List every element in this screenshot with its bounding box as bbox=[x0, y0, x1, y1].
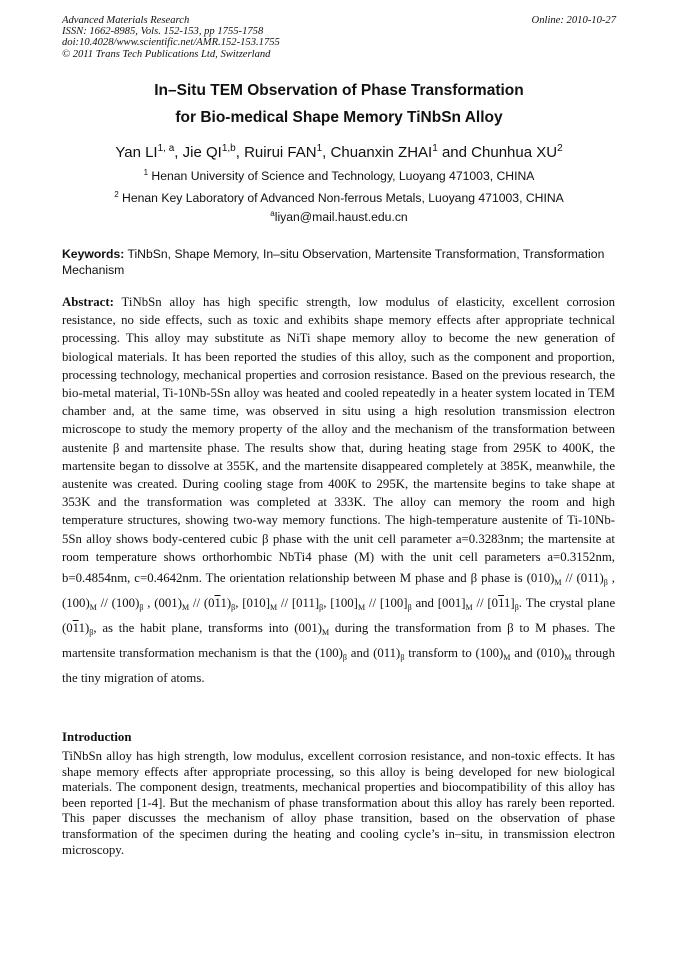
paper-title-line-1: In–Situ TEM Observation of Phase Transformation bbox=[154, 82, 524, 99]
author-list bbox=[62, 144, 616, 161]
author-name: Chunhua XU bbox=[471, 144, 558, 161]
author-affiliation-mark: 1,b bbox=[221, 143, 236, 154]
author-separator: , bbox=[322, 144, 331, 161]
author-separator: , bbox=[174, 144, 183, 161]
author-name: Chuanxin ZHAI bbox=[330, 144, 433, 161]
keywords-section bbox=[62, 246, 615, 278]
journal-name: Advanced Materials Research bbox=[62, 15, 190, 26]
affiliation-text: Henan University of Science and Technology, Luoyang 471003, CHINA bbox=[151, 169, 535, 183]
introduction-text: TiNbSn alloy has high strength, low modulus, excellent corrosion resistance, and non-toxic effects. It has shape memory effects after appropriate processing, so this alloy is being developed for new biological materials. The component design, treatments, mechanical properties and biocompatibility of this alloy has been reported [1-4]. But the mechanism of phase transformation about this alloy has rarely been reported. This paper discusses the mechanism of alloy phase transition, based on the observation of phase transformation of the specimen during the heating and cooling cycle’s in–situ, in transmission electron microscopy. bbox=[62, 749, 615, 857]
author-separator: and bbox=[437, 144, 472, 161]
author-affiliation-mark: 2 bbox=[557, 143, 563, 154]
keywords-text: TiNbSn, Shape Memory, In–situ Observation, Martensite Transformation, Transformation Mechanism bbox=[62, 247, 605, 277]
abstract-label: Abstract: bbox=[62, 295, 114, 309]
author-name: Jie QI bbox=[182, 144, 222, 161]
author-email[interactable]: liyan@mail.haust.edu.cn bbox=[274, 210, 408, 224]
affiliation bbox=[62, 191, 616, 205]
abstract-text: TiNbSn alloy has high specific strength, low modulus of elasticity, excellent corrosion resistance, no side effects, such as toxic and exhibits shape memory effects after appropriate technical processing. This alloy may substitute as NiTi shape memory alloy to become the new generation of biological materials. It has been reported the studies of this alloy, such as the component and proportion, processing technology, mechanical properties and corrosion resistance. Based on the previous research, the bio-metal material, Ti-10Nb-5Sn alloy was heated and cooled repeatedly in a heater system located in TEM chamber and, at the same time, was observed in situ using a high resolution transmission electron microscope to study the memory property of the alloy and the mechanism of the transformation between austenite β and martensite phase. The results show that, during heating stage from 295K to 400K, the martensite began to dissolve at 355K, and the martensite disappeared completely at 385K, meanwhile, the austenite was created. During cooling stage from 400K to 295K, the martensite begins to take shape at 353K and the transformation was completed at 333K. The alloy can memory the room and high temperature structures, showing two-way memory functions. The high-temperature austenite of Ti-10Nb-5Sn alloy shows body-centered cubic β phase with the unit cell parameter a=0.3283nm; the martensite at room temperature shows orthorhombic NbTi4 phase (M) with the unit cell parameters a=0.3152nm, b=0.4854nm, c=0.4642nm. The orientation relationship between M phase and β phase is bbox=[62, 295, 615, 586]
author-affiliation-mark: 1 bbox=[316, 143, 323, 154]
author-separator: , bbox=[235, 144, 245, 161]
orientation-relationship: $(010)_M // (011)_\beta$ , $(100)_M // (100)_\beta$ , $(001)_M // (011)_\beta$, $[010]_M // [011]_\beta$, $[100]_M // [100]_\beta$ and $[001]_M // [011]_\beta$. The crystal plane $(011)_\beta$, as the habit plane, transforms into $(001)_M$ during the transformation from β to M phases. The martensite transformation mechanism is that the $(100)_\beta$ and $(011)_\beta$ transform to $(100)_M$ and $(010)_M$ through the tiny migration of atoms. bbox=[62, 571, 616, 686]
abstract-section bbox=[62, 293, 615, 691]
author-name: Yan LI bbox=[115, 144, 158, 161]
author-affiliation-mark: 1 bbox=[432, 143, 438, 154]
affiliation-mark: 1 bbox=[143, 168, 149, 177]
introduction-heading: Introduction bbox=[62, 730, 132, 744]
author-affiliation-mark: 1, a bbox=[157, 143, 175, 154]
affiliation-text: Henan Key Laboratory of Advanced Non-ferrous Metals, Luoyang 471003, CHINA bbox=[122, 191, 564, 205]
affiliation-mark: a bbox=[270, 209, 275, 218]
running-header bbox=[62, 15, 616, 60]
affiliation bbox=[62, 169, 616, 183]
copyright-line: © 2011 Trans Tech Publications Ltd, Switzerland bbox=[62, 48, 271, 60]
online-date: Online: 2010-10-27 bbox=[531, 15, 616, 26]
paper-title-line-2: for Bio-medical Shape Memory TiNbSn Alloy bbox=[175, 109, 503, 126]
keywords-label: Keywords: bbox=[62, 247, 125, 261]
affiliation-mark: 2 bbox=[114, 190, 119, 199]
author-name: Ruirui FAN bbox=[244, 144, 317, 161]
doi-line: doi:10.4028/www.scientific.net/AMR.152-153.1755 bbox=[62, 37, 280, 49]
issn-line: ISSN: 1662-8985, Vols. 152-153, pp 1755-1758 bbox=[62, 26, 264, 38]
email-affiliation bbox=[62, 210, 616, 224]
